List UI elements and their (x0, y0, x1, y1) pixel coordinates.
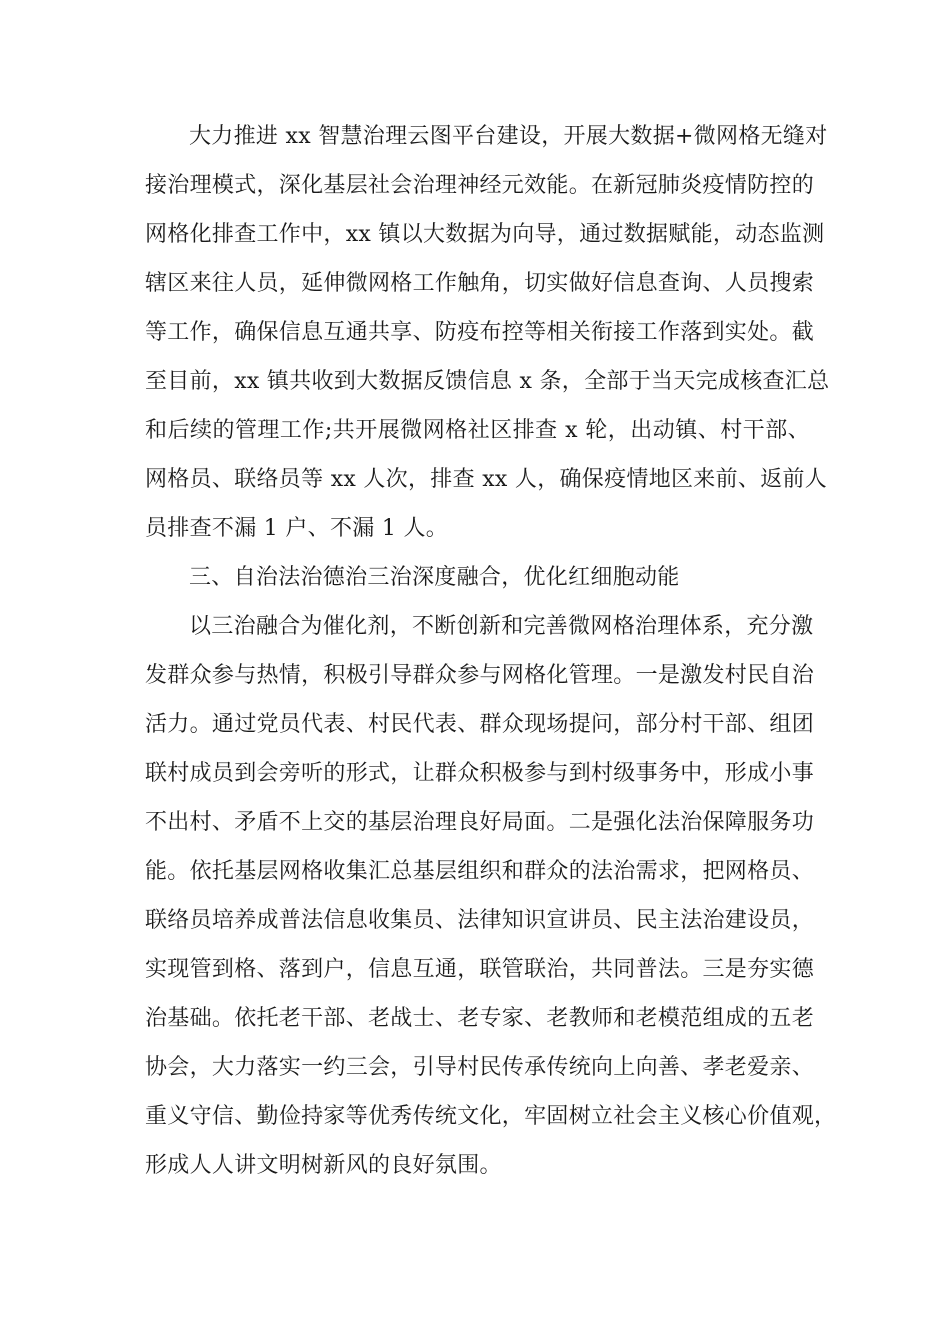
section-heading: 三、自治法治德治三治深度融合，优化红细胞动能 (189, 565, 680, 590)
paragraph-2-line-10: 协会，大力落实一约三会，引导村民传承传统向上向善、孝老爱亲、 (145, 1055, 815, 1080)
paragraph-2-line-7: 联络员培养成普法信息收集员、法律知识宣讲员、民主法治建设员， (145, 908, 815, 933)
paragraph-2-line-9: 治基础。依托老干部、老战士、老专家、老教师和老模范组成的五老 (145, 1006, 815, 1031)
paragraph-2-line-4: 联村成员到会旁听的形式，让群众积极参与到村级事务中，形成小事 (145, 761, 815, 786)
paragraph-1-line-7: 和后续的管理工作;共开展微网格社区排查 x 轮，出动镇、村干部、 (145, 418, 810, 443)
paragraph-2-line-3: 活力。通过党员代表、村民代表、群众现场提问，部分村干部、组团 (145, 712, 815, 737)
paragraph-2-line-2: 发群众参与热情，积极引导群众参与网格化管理。一是激发村民自治 (145, 663, 815, 688)
paragraph-1-line-6: 至目前，xx 镇共收到大数据反馈信息 x 条，全部于当天完成核查汇总 (145, 369, 830, 394)
paragraph-2-line-1: 以三治融合为催化剂，不断创新和完善微网格治理体系，充分激 (189, 614, 814, 639)
paragraph-2-line-6: 能。依托基层网格收集汇总基层组织和群众的法治需求，把网格员、 (145, 859, 815, 884)
paragraph-1-line-3: 网格化排查工作中，xx 镇以大数据为向导，通过数据赋能，动态监测 (145, 222, 825, 247)
paragraph-2-line-5: 不出村、矛盾不上交的基层治理良好局面。二是强化法治保障服务功 (145, 810, 815, 835)
paragraph-2-line-12: 形成人人讲文明树新风的良好氛围。 (145, 1153, 502, 1178)
paragraph-1-line-2: 接治理模式，深化基层社会治理神经元效能。在新冠肺炎疫情防控的 (145, 173, 815, 198)
body-text (145, 112, 837, 1190)
paragraph-2-line-11: 重义守信、勤俭持家等优秀传统文化，牢固树立社会主义核心价值观， (145, 1104, 837, 1129)
paragraph-1-line-1: 大力推进 xx 智慧治理云图平台建设，开展大数据+微网格无缝对 (189, 124, 828, 149)
paragraph-2-line-8: 实现管到格、落到户，信息互通，联管联治，共同普法。三是夯实德 (145, 957, 815, 982)
paragraph-1-line-5: 等工作，确保信息互通共享、防疫布控等相关衔接工作落到实处。截 (145, 320, 815, 345)
paragraph-1-line-8: 网格员、联络员等 xx 人次，排查 xx 人，确保疫情地区来前、返前人 (145, 467, 828, 492)
paragraph-1-line-9: 员排查不漏 1 户、不漏 1 人。 (145, 516, 449, 541)
paragraph-1-line-4: 辖区来往人员，延伸微网格工作触角，切实做好信息查询、人员搜索 (145, 271, 815, 296)
